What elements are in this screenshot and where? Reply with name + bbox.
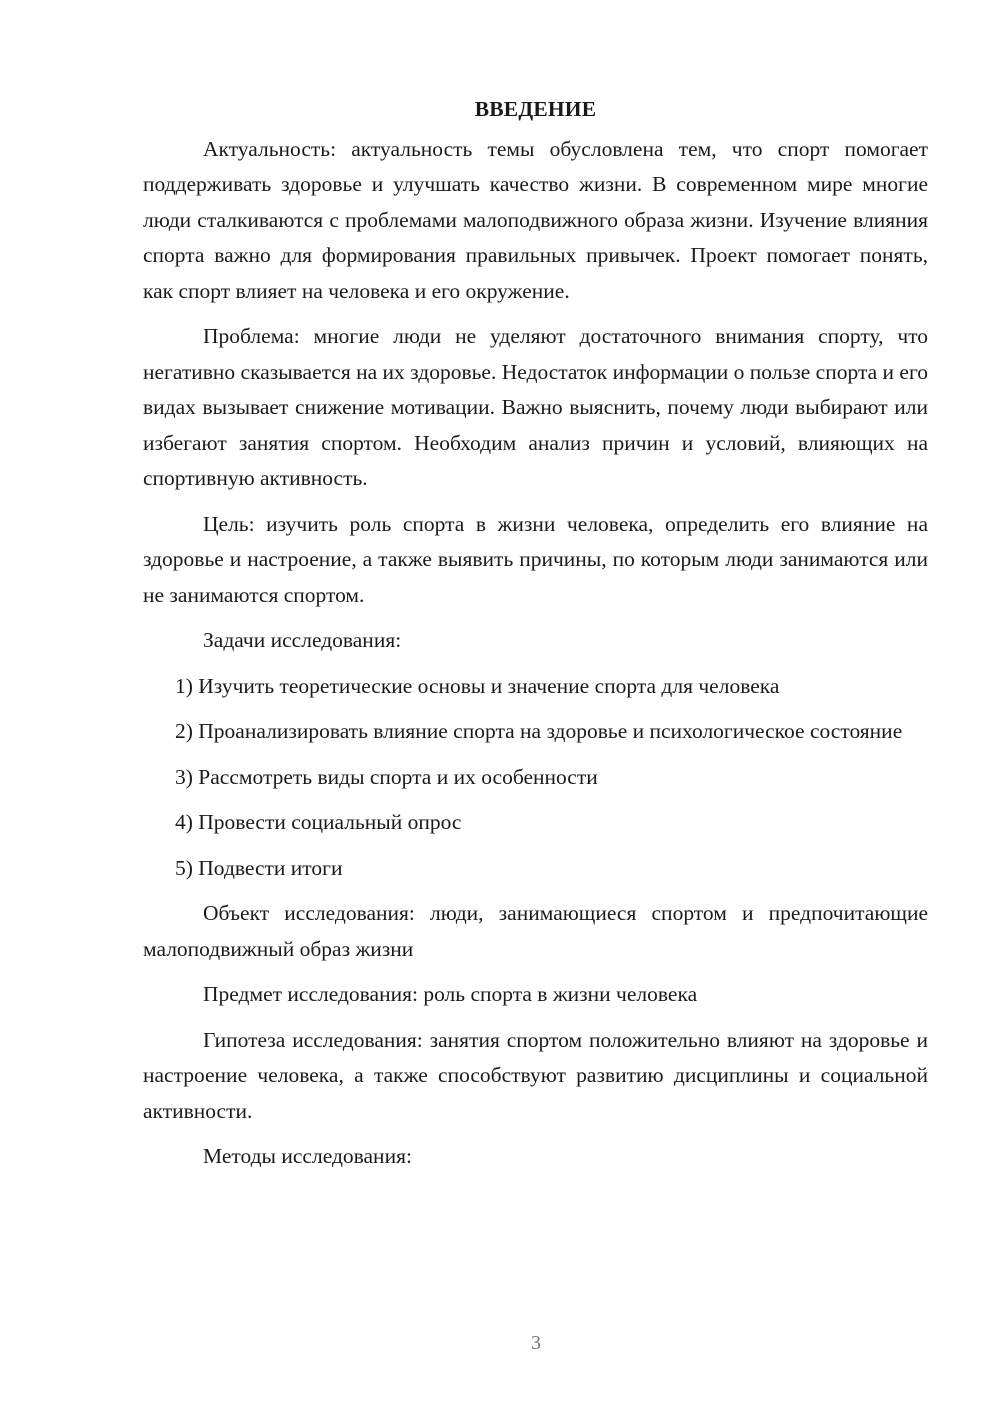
paragraph-goal: Цель: изучить роль спорта в жизни человека, определить его влияние на здоровье и настроение, а также выявить причины, по которым люди занимаются или не занимаются спортом. bbox=[143, 511, 928, 607]
tasks-heading: Задачи исследования: bbox=[203, 628, 402, 652]
paragraph-problem: Проблема: многие люди не уделяют достаточного внимания спорту, что негативно сказывается на их здоровье. Недостаток информации о пользе спорта и его видах вызывает снижение мотивации. Важно выяснить, почему люди выбирают или избегают занятия спортом. Необходим анализ причин и условий, влияющих на спортивную активность. bbox=[143, 324, 928, 490]
task-item: 3) Рассмотреть виды спорта и их особенности bbox=[175, 764, 598, 789]
task-item: 5) Подвести итоги bbox=[175, 855, 343, 880]
task-item: 4) Провести социальный опрос bbox=[175, 810, 462, 834]
task-item: 1) Изучить теоретические основы и значение спорта для человека bbox=[175, 673, 780, 698]
page-number: 3 bbox=[531, 1332, 541, 1354]
section-title: ВВЕДЕНИЕ bbox=[474, 97, 597, 121]
task-item: 2) Проанализировать влияние спорта на здоровье и психологическое состояние bbox=[175, 719, 903, 743]
document-page bbox=[143, 92, 928, 1185]
paragraph-hypothesis: Гипотеза исследования: занятия спортом положительно влияют на здоровье и настроение человека, а также способствуют развитию дисциплины и социальной активности. bbox=[143, 1027, 928, 1123]
paragraph-object: Объект исследования: люди, занимающиеся спортом и предпочитающие малоподвижный образ жизни bbox=[143, 901, 928, 961]
methods-heading: Методы исследования: bbox=[203, 1144, 412, 1168]
paragraph-relevance: Актуальность: актуальность темы обусловлена тем, что спорт помогает поддерживать здоровье и улучшать качество жизни. В современном мире многие люди сталкиваются с проблемами малоподвижного образа жизни. Изучение влияния спорта важно для формирования правильных привычек. Проект помогает понять, как спорт влияет на человека и его окружение. bbox=[143, 136, 928, 303]
paragraph-subject: Предмет исследования: роль спорта в жизни человека bbox=[203, 982, 698, 1006]
